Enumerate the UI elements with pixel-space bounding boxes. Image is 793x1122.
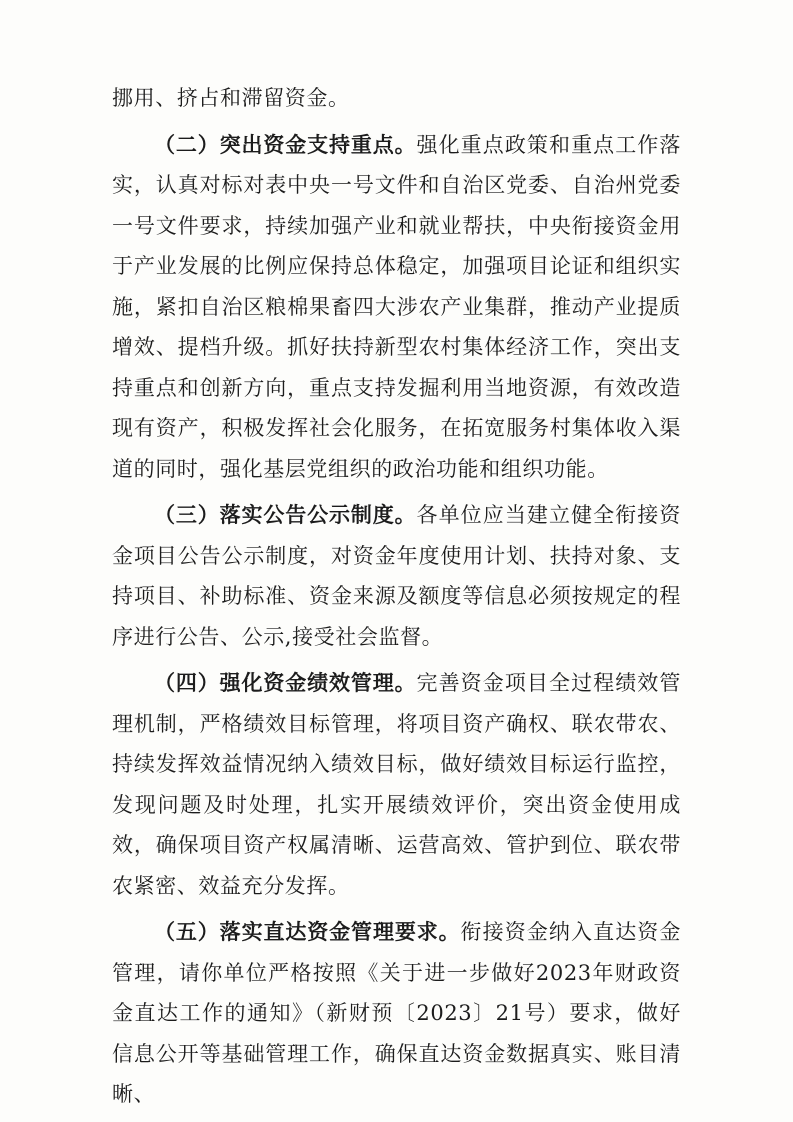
paragraph-continuation [112,78,681,119]
paragraph-section-3 [112,495,681,657]
paragraph-section-4 [112,663,681,906]
section-heading: （五）落实直达资金管理要求。 [154,919,461,944]
paragraph-text: 挪用、挤占和滞留资金。 [112,86,350,110]
section-heading: （三）落实公告公示制度。 [154,502,417,527]
paragraph-section-5 [112,912,681,1115]
section-heading: （二）突出资金支持重点。 [154,131,417,157]
section-heading: （四）强化资金绩效管理。 [154,670,417,695]
paragraph-section-2 [112,125,681,490]
paragraph-text: 强化重点政策和重点工作落实，认真对标对表中央一号文件和自治区党委、自治州党委一号文件要求，持续加强产业和就业帮扶，中央衔接资金用于产业发展的比例应保持总体稳定，加强项目论证和组织实施，紧扣自治区粮棉果畜四大涉农产业集群，推动产业提质增效、提档升级。抓好扶持新型农村集体经济工作，突出支持重点和创新方向，重点支持发掘利用当地资源，有效改造现有资产，积极发挥社会化服务，在拓宽服务村集体收入渠道的同时，强化基层党组织的政治功能和组织功能。 [112,132,681,481]
paragraph-text: 完善资金项目全过程绩效管理机制，严格绩效目标管理，将项目资产确权、联农带农、持续发挥效益情况纳入绩效目标，做好绩效目标运行监控，发现问题及时处理，扎实开展绩效评价，突出资金使用成效，确保项目资产权属清晰、运营高效、管护到位、联农带农紧密、效益充分发挥。 [112,671,681,898]
paragraph-text: 衔接资金纳入直达资金管理，请你单位严格按照《关于进一步做好2023年财政资金直达工作的通知》（新财预〔2023〕21号）要求，做好信息公开等基础管理工作，确保直达资金数据真实、账目清晰、 [112,920,682,1106]
paragraph-text: 各单位应当建立健全衔接资金项目公告公示制度，对资金年度使用计划、扶持对象、支持项目、补助标准、资金来源及额度等信息必须按规定的程序进行公告、公示,接受社会监督。 [112,503,681,649]
